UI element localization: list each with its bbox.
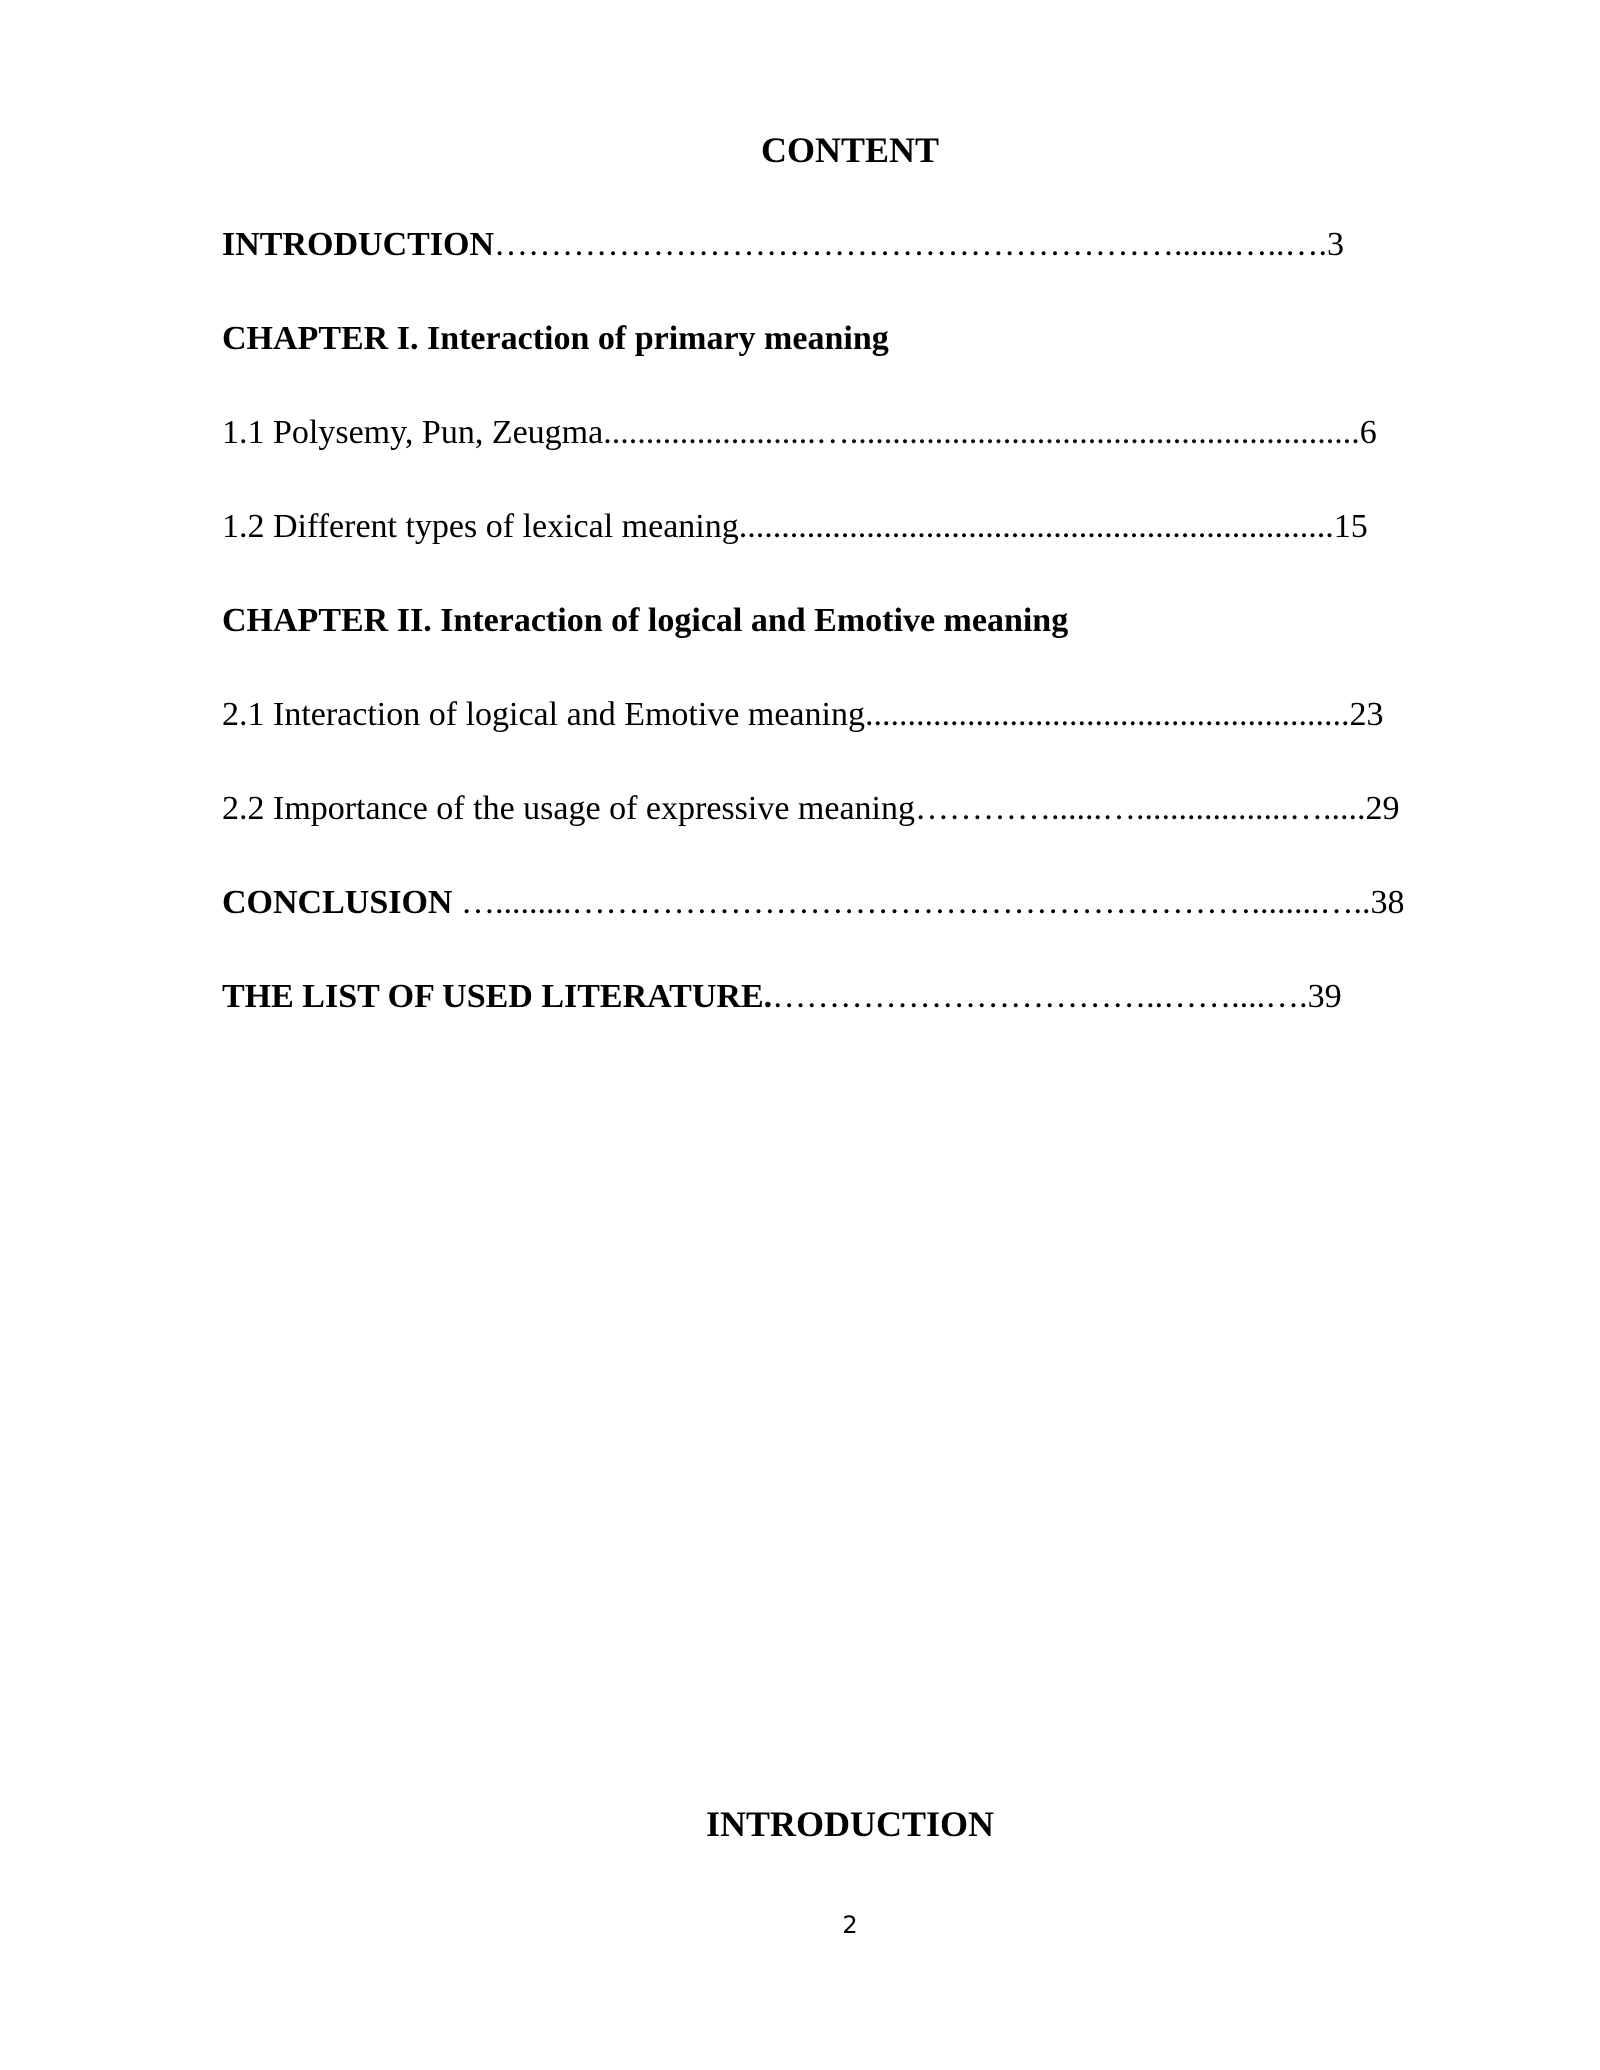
toc-page-number: .39 bbox=[1299, 978, 1342, 1015]
toc-entry-1-2 bbox=[222, 505, 1368, 549]
toc-entry-text: CHAPTER II. Interaction of logical and Emotive meaning bbox=[222, 602, 1069, 639]
page-title: CONTENT bbox=[760, 130, 940, 170]
toc-leader-dots: ......................................................... bbox=[864, 696, 1350, 733]
toc-entry-text: 1.1 Polysemy, Pun, Zeugma bbox=[222, 414, 604, 451]
toc-leader-dots: ….........……………………………………………………........….. bbox=[460, 884, 1371, 921]
toc-leader-dots: …………………………………………………….......…..… bbox=[494, 226, 1319, 263]
toc-chapter-2-heading bbox=[222, 599, 1068, 643]
toc-leader-dots: ……………………………..……....… bbox=[772, 978, 1300, 1015]
toc-page-number: 6 bbox=[1359, 414, 1377, 451]
toc-entry-1-1 bbox=[222, 411, 1377, 455]
toc-page-number: 23 bbox=[1349, 696, 1384, 733]
toc-entry-2-2 bbox=[222, 787, 1399, 831]
toc-entry-text: INTRODUCTION bbox=[222, 226, 495, 263]
toc-entry-introduction bbox=[222, 223, 1344, 267]
page-number: 2 bbox=[842, 1911, 858, 1939]
toc-leader-dots: …………......…..................…..... bbox=[914, 790, 1366, 827]
toc-entry-text: 1.2 Different types of lexical meaning bbox=[222, 508, 739, 545]
toc-page-number: 38 bbox=[1370, 884, 1405, 921]
toc-entry-text: THE LIST OF USED LITERATURE. bbox=[222, 978, 773, 1015]
toc-page-number: 29 bbox=[1365, 790, 1400, 827]
toc-entry-2-1 bbox=[222, 693, 1383, 737]
toc-page-number: .3 bbox=[1318, 226, 1345, 263]
toc-entry-text: CONCLUSION bbox=[222, 884, 461, 921]
next-section-heading: INTRODUCTION bbox=[705, 1804, 995, 1844]
toc-entry-text: 2.1 Interaction of logical and Emotive meaning bbox=[222, 696, 865, 733]
toc-entry-literature bbox=[222, 975, 1342, 1019]
toc-chapter-1-heading bbox=[222, 317, 889, 361]
toc-entry-text: CHAPTER I. Interaction of primary meaning bbox=[222, 320, 889, 357]
toc-leader-dots: ...................................................................... bbox=[738, 508, 1334, 545]
toc-leader-dots: .........................…............................................................ bbox=[603, 414, 1360, 451]
toc-page-number: 15 bbox=[1333, 508, 1368, 545]
toc-entry-text: 2.2 Importance of the usage of expressive meaning bbox=[222, 790, 915, 827]
toc-entry-conclusion bbox=[222, 881, 1404, 925]
